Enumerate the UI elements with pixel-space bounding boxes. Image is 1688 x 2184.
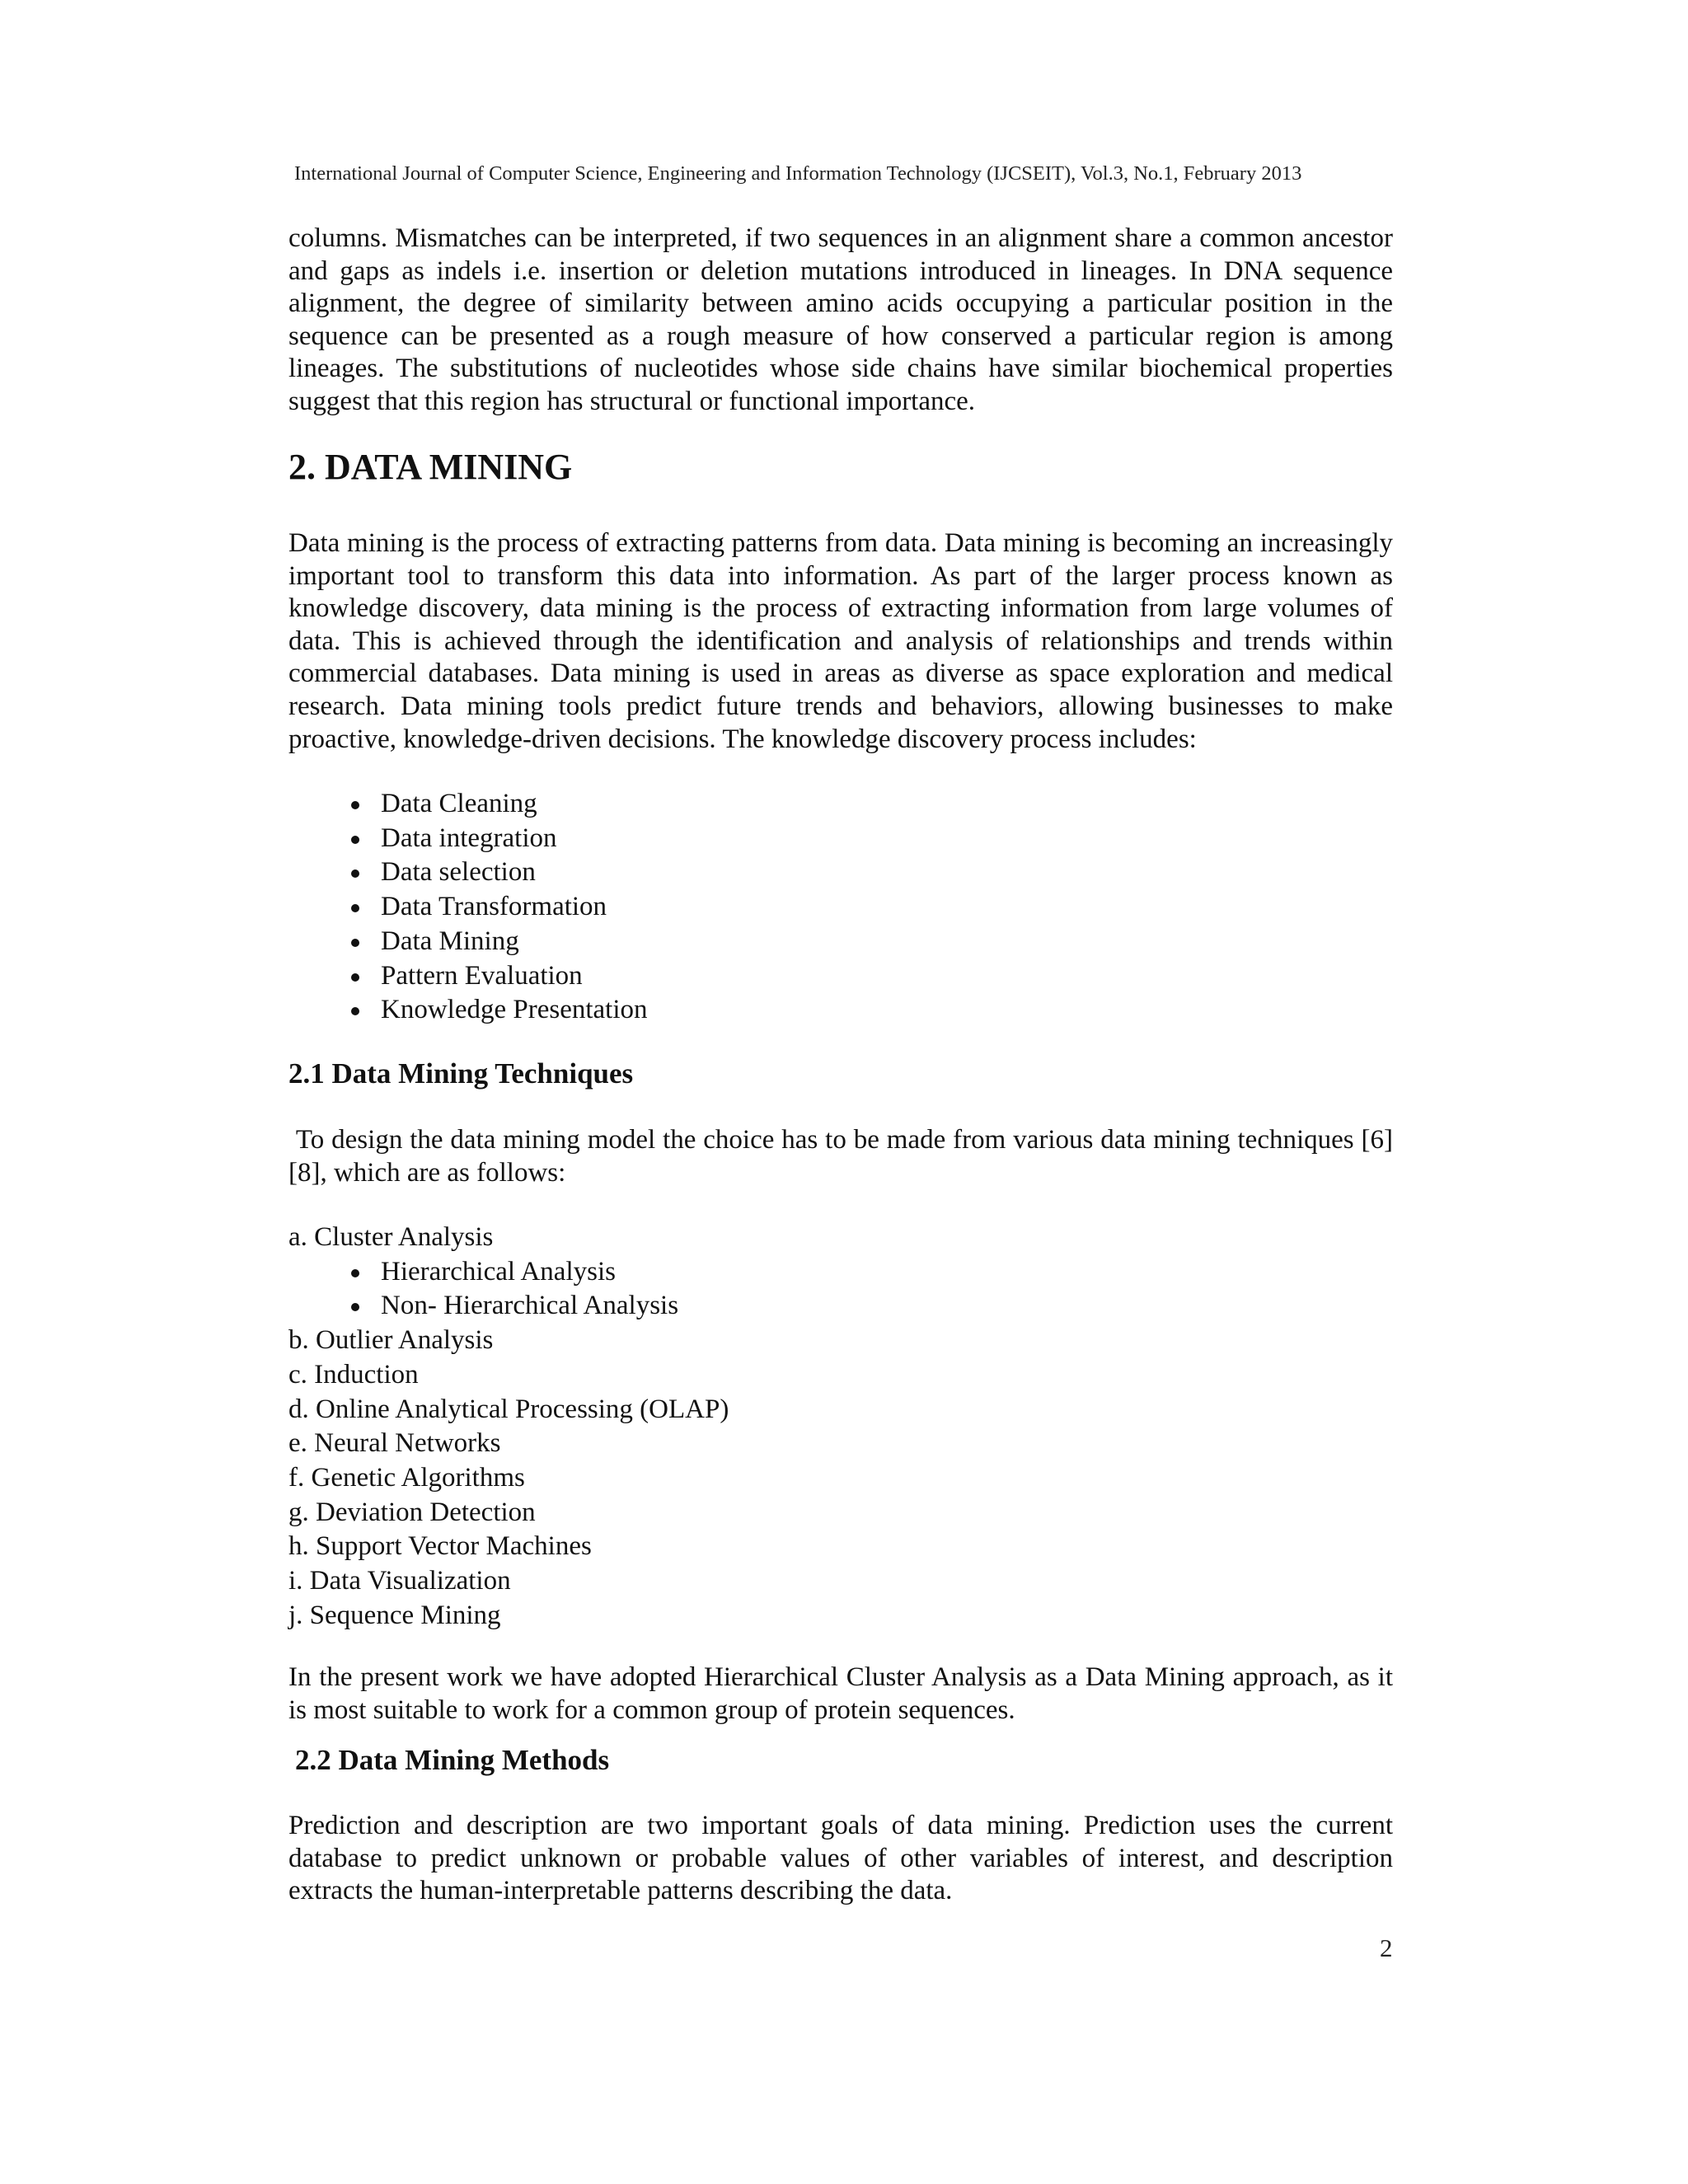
technique-subitems bbox=[288, 1255, 729, 1324]
knowledge-discovery-steps bbox=[288, 787, 648, 1028]
running-header: International Journal of Computer Science, Engineering and Information Technology (IJCSEIT), Vol.3, No.1, February 2013 bbox=[294, 162, 1302, 185]
bullet-icon bbox=[351, 1269, 359, 1277]
section-2-2-heading: 2.2 Data Mining Methods bbox=[295, 1744, 610, 1776]
bullet-icon bbox=[351, 939, 359, 947]
technique-item-h: h. Support Vector Machines bbox=[288, 1531, 592, 1562]
list-item: Knowledge Presentation bbox=[288, 993, 648, 1028]
technique-item-a: a. Cluster Analysis bbox=[288, 1222, 494, 1252]
bullet-icon bbox=[351, 904, 359, 912]
section-2-2-paragraph: Prediction and description are two important goals of data mining. Prediction uses the current database to predict unknown or probable values of other variables of interest, and description extracts the human-interpretable patterns describing the data. bbox=[288, 1811, 1393, 1906]
technique-item-g: g. Deviation Detection bbox=[288, 1497, 536, 1527]
list-item: Data Cleaning bbox=[288, 787, 648, 822]
section-2-heading: 2. DATA MINING bbox=[288, 447, 573, 487]
bullet-icon bbox=[351, 836, 359, 844]
bullet-icon bbox=[351, 1007, 359, 1015]
list-item: Data Mining bbox=[288, 925, 648, 959]
list-item: Data selection bbox=[288, 855, 648, 890]
list-item: Pattern Evaluation bbox=[288, 959, 648, 994]
technique-item-j: j. Sequence Mining bbox=[288, 1600, 501, 1630]
technique-item-c: c. Induction bbox=[288, 1359, 419, 1390]
intro-paragraph: columns. Mismatches can be interpreted, if two sequences in an alignment share a common ancestor and gaps as indels i.e. insertion or deletion mutations introduced in lineages. In DNA sequence alignment, the degree of similarity between amino acids occupying a particular position in the sequence can be presented as a rough measure of how conserved a particular region is among lineages. The substitutions of nucleotides whose side chains have similar biochemical properties suggest that this region has structural or functional importance. bbox=[288, 223, 1393, 416]
technique-item-f: f. Genetic Algorithms bbox=[288, 1462, 525, 1493]
technique-item-d: d. Online Analytical Processing (OLAP) bbox=[288, 1394, 729, 1424]
list-item: Data integration bbox=[288, 822, 648, 856]
bullet-icon bbox=[351, 973, 359, 982]
list-item: Hierarchical Analysis bbox=[288, 1255, 729, 1290]
technique-item-i: i. Data Visualization bbox=[288, 1566, 511, 1596]
section-2-1-conclusion: In the present work we have adopted Hierarchical Cluster Analysis as a Data Mining approach, as it is most suitable to work for a common group of protein sequences. bbox=[288, 1662, 1393, 1725]
list-item: Non- Hierarchical Analysis bbox=[288, 1289, 729, 1324]
section-2-1-heading: 2.1 Data Mining Techniques bbox=[288, 1057, 634, 1090]
section-2-paragraph: Data mining is the process of extracting patterns from data. Data mining is becoming an increasingly important tool to transform this data into information. As part of the larger process known as knowledge discovery, data mining is the process of extracting information from large volumes of data. This is achieved through the identification and analysis of relationships and trends within commercial databases. Data mining is used in areas as diverse as space exploration and medical research. Data mining tools predict future trends and behaviors, allowing businesses to make proactive, knowledge-driven decisions. The knowledge discovery process includes: bbox=[288, 528, 1393, 754]
techniques-list bbox=[288, 1221, 729, 1633]
bullet-icon bbox=[351, 801, 359, 809]
list-item: Data Transformation bbox=[288, 890, 648, 925]
section-2-1-intro: To design the data mining model the choice has to be made from various data mining techniques [6][8], which are as follows: bbox=[288, 1125, 1393, 1188]
technique-item-b: b. Outlier Analysis bbox=[288, 1325, 494, 1356]
cluster-analysis-sublist bbox=[288, 1255, 729, 1324]
bullet-icon bbox=[351, 1303, 359, 1311]
bullet-icon bbox=[351, 869, 359, 878]
page-number: 2 bbox=[1380, 1933, 1393, 1962]
technique-item-e: e. Neural Networks bbox=[288, 1428, 501, 1459]
